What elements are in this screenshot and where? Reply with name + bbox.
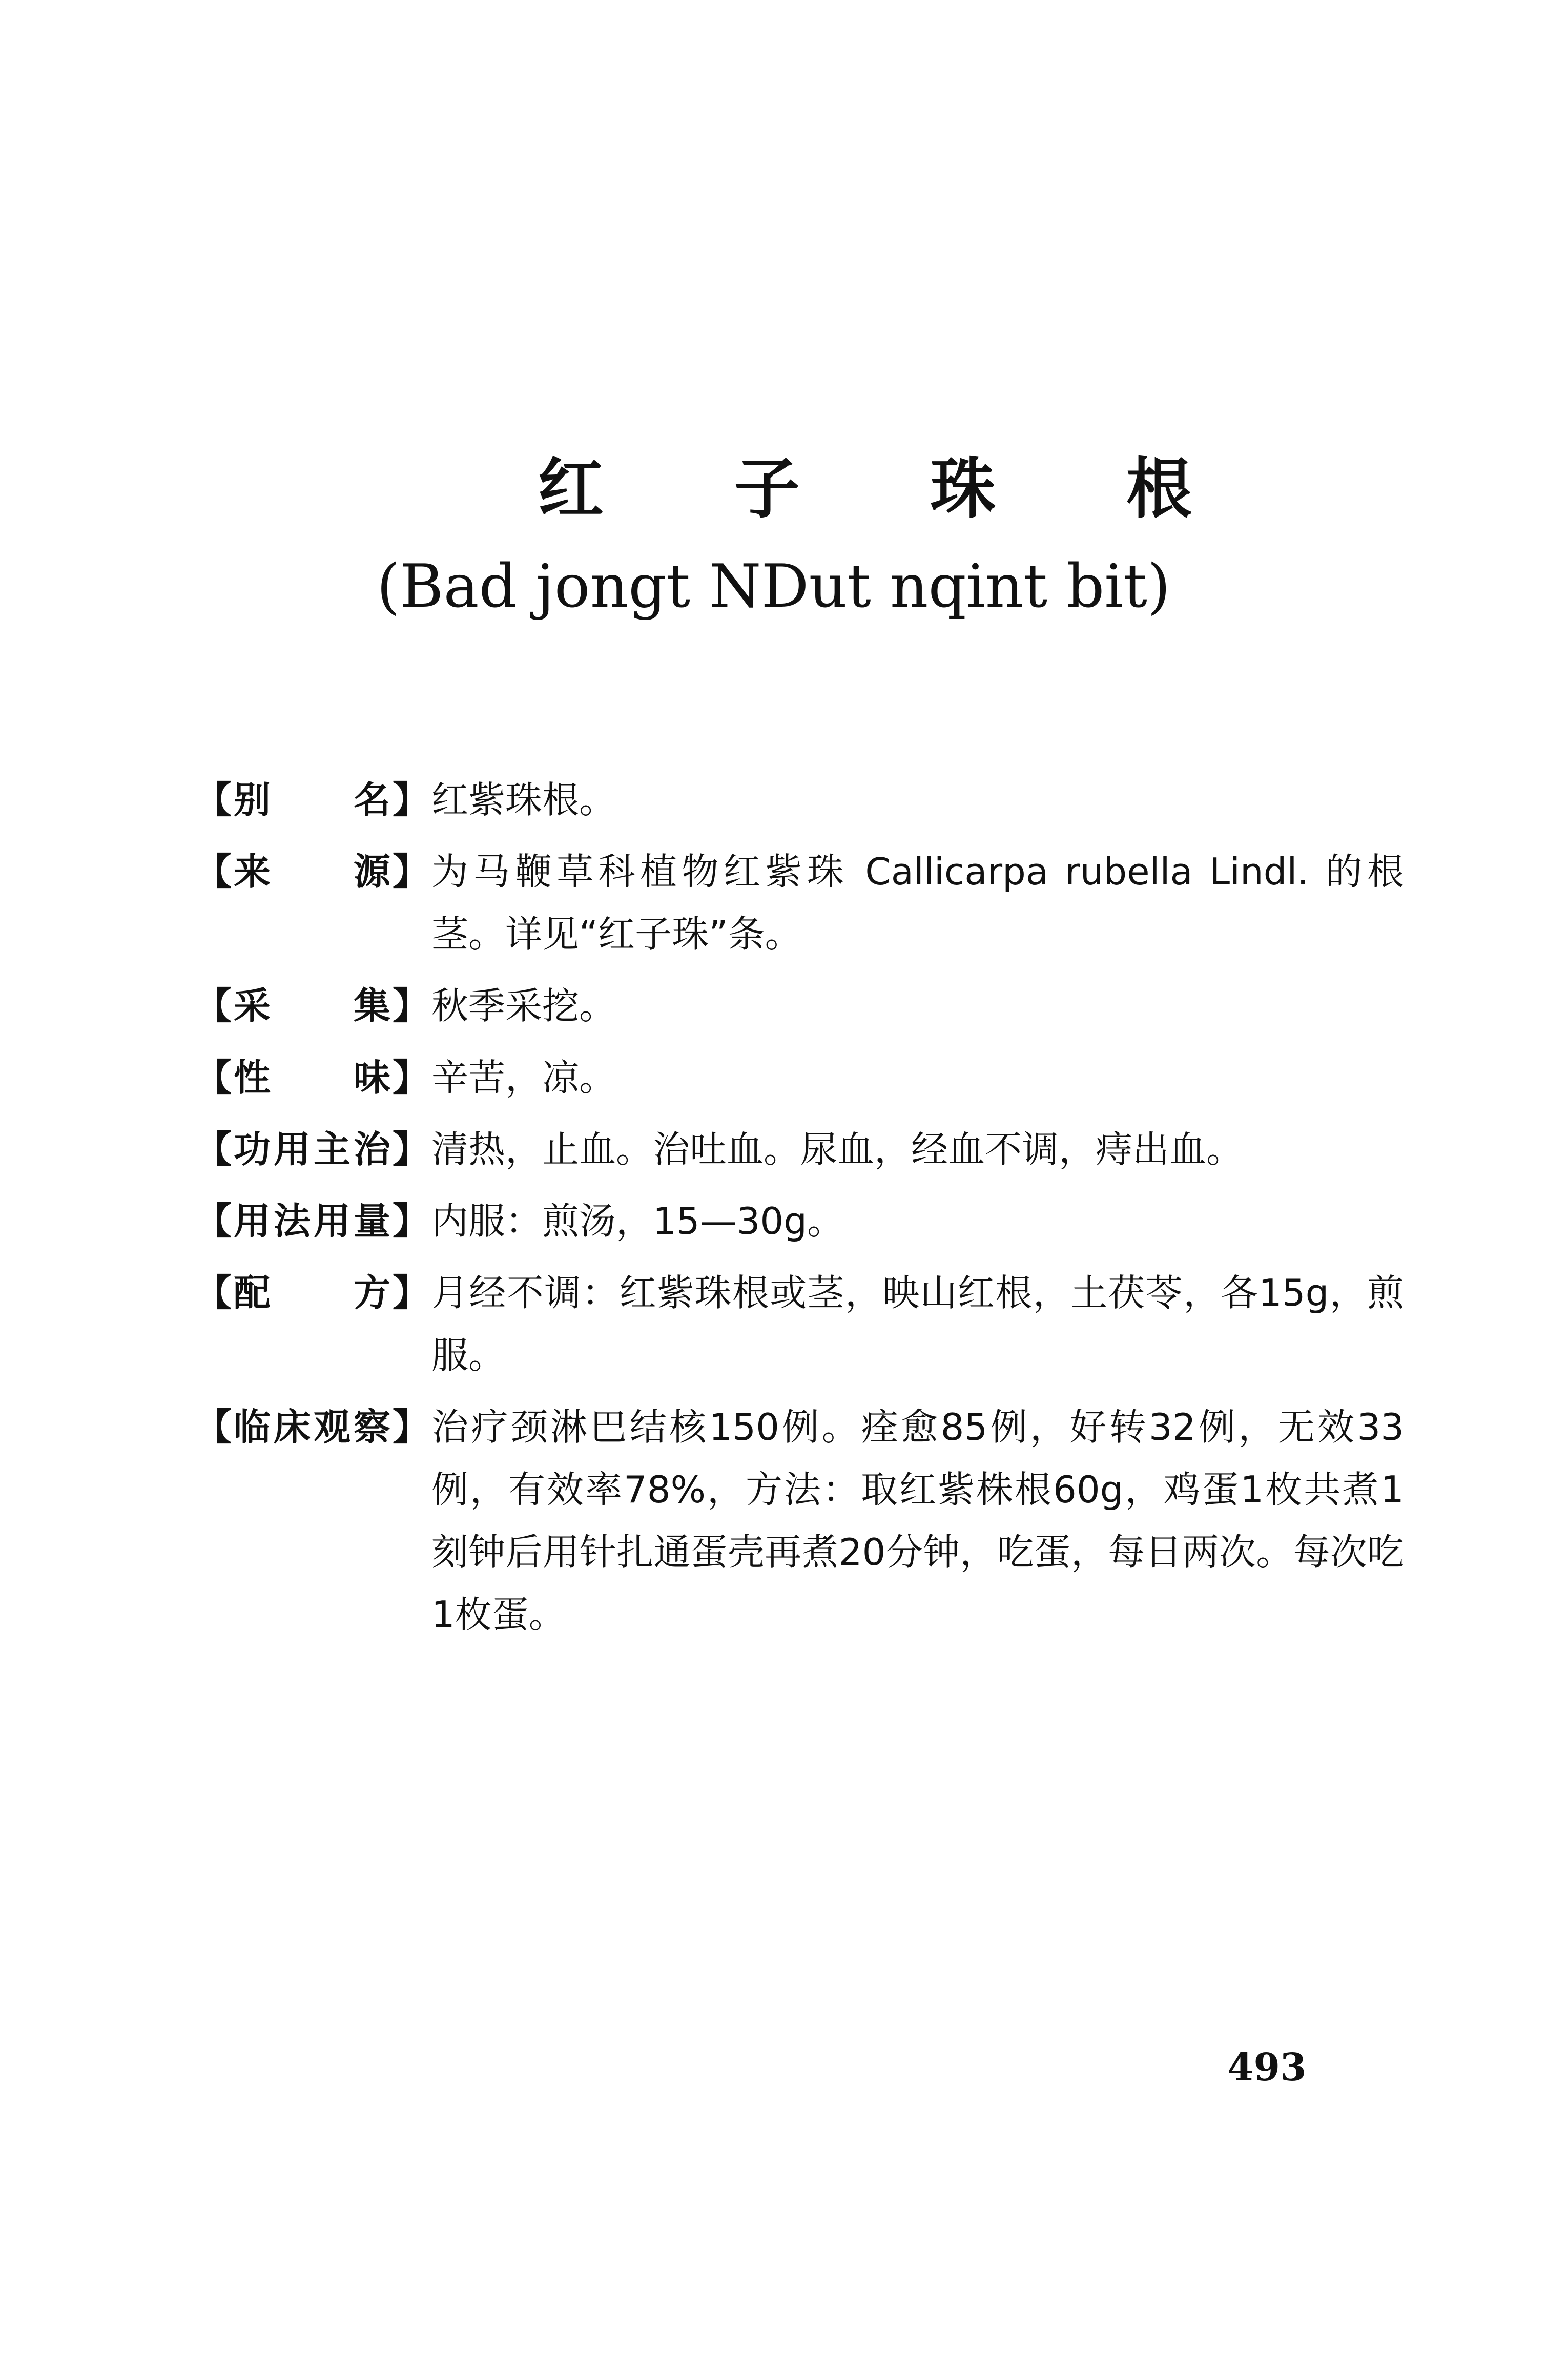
entry-row	[195, 1046, 1404, 1109]
label-char: 配	[234, 1271, 271, 1314]
label-char: 用	[274, 1128, 311, 1171]
section-content: 治疗颈淋巴结核150例。痊愈85例，好转32例，无效33例，有效率78%，方法：取红紫株根60g，鸡蛋1枚共煮1刻钟后用针扎通蛋壳再煮20分钟，吃蛋，每日两次。每次吃1枚蛋。	[431, 1406, 1404, 1636]
label-bracket-close: 】	[392, 1056, 429, 1099]
section-content: 秋季采挖。	[431, 984, 616, 1027]
label-char: 集	[353, 984, 390, 1027]
section-content: 红紫珠根。	[431, 778, 616, 821]
section-content: 内服：煎汤，15—30g。	[431, 1200, 844, 1243]
label-text	[232, 1190, 393, 1252]
entry-title-pinyin: (Bad jongt NDut nqint bit)	[377, 552, 1171, 621]
label-char: 采	[234, 984, 271, 1027]
label-char: 床	[274, 1406, 311, 1449]
section-content: 为马鞭草科植物红紫珠 Callicarpa rubella Lindl. 的根茎。详见“红子珠”条。	[431, 850, 1404, 956]
label-bracket-close: 】	[392, 1200, 429, 1243]
label-text	[232, 840, 393, 903]
section-label	[195, 1396, 429, 1458]
label-char: 味	[353, 1056, 390, 1099]
section-content: 清热，止血。治吐血。尿血，经血不调，痔出血。	[431, 1128, 1244, 1171]
entry-row	[195, 975, 1404, 1037]
label-bracket-open: 【	[195, 1200, 232, 1243]
label-text	[232, 1396, 393, 1458]
label-text	[232, 769, 393, 831]
label-char: 别	[234, 778, 271, 821]
label-bracket-close: 】	[392, 1406, 429, 1449]
label-bracket-close: 】	[392, 1128, 429, 1171]
label-bracket-open: 【	[195, 850, 232, 893]
label-bracket-close: 】	[392, 1271, 429, 1314]
label-char: 用	[234, 1200, 271, 1243]
page-number: 493	[1227, 2046, 1307, 2090]
label-bracket-open: 【	[195, 1271, 232, 1314]
section-label	[195, 769, 429, 831]
label-text	[232, 975, 393, 1037]
section-label	[195, 1262, 429, 1324]
label-char: 量	[353, 1200, 390, 1243]
section-content: 月经不调：红紫珠根或茎，映山红根，土茯苓，各15g，煎服。	[431, 1271, 1404, 1377]
entry-row	[195, 1396, 1404, 1646]
label-bracket-close: 】	[392, 778, 429, 821]
entry-row	[195, 1190, 1404, 1252]
label-text	[232, 1046, 393, 1109]
section-label	[195, 975, 429, 1037]
label-char: 观	[313, 1406, 350, 1449]
label-bracket-open: 【	[195, 1128, 232, 1171]
entry-row	[195, 840, 1404, 965]
section-label	[195, 1118, 429, 1181]
section-label	[195, 840, 429, 903]
entry-sections	[195, 769, 1404, 1655]
section-content: 辛苦，凉。	[431, 1056, 616, 1099]
label-char: 主	[313, 1128, 350, 1171]
label-bracket-open: 【	[195, 1406, 232, 1449]
label-char: 方	[353, 1271, 390, 1314]
label-char: 源	[353, 850, 390, 893]
label-char: 名	[353, 778, 390, 821]
label-bracket-close: 】	[392, 850, 429, 893]
entry-row	[195, 1118, 1404, 1181]
label-char: 用	[313, 1200, 350, 1243]
label-char: 性	[234, 1056, 271, 1099]
label-char: 治	[353, 1128, 390, 1171]
label-char: 法	[274, 1200, 311, 1243]
label-bracket-open: 【	[195, 984, 232, 1027]
label-text	[232, 1118, 393, 1181]
entry-row	[195, 1262, 1404, 1387]
label-char: 来	[234, 850, 271, 893]
label-bracket-close: 】	[392, 984, 429, 1027]
label-char: 察	[353, 1406, 390, 1449]
label-char: 功	[234, 1128, 271, 1171]
section-label	[195, 1190, 429, 1252]
label-bracket-open: 【	[195, 778, 232, 821]
label-bracket-open: 【	[195, 1056, 232, 1099]
entry-row	[195, 769, 1404, 831]
label-text	[232, 1262, 393, 1324]
section-label	[195, 1046, 429, 1109]
entry-title-chinese: 红 子 珠 根	[538, 451, 1246, 527]
label-char: 临	[234, 1406, 271, 1449]
